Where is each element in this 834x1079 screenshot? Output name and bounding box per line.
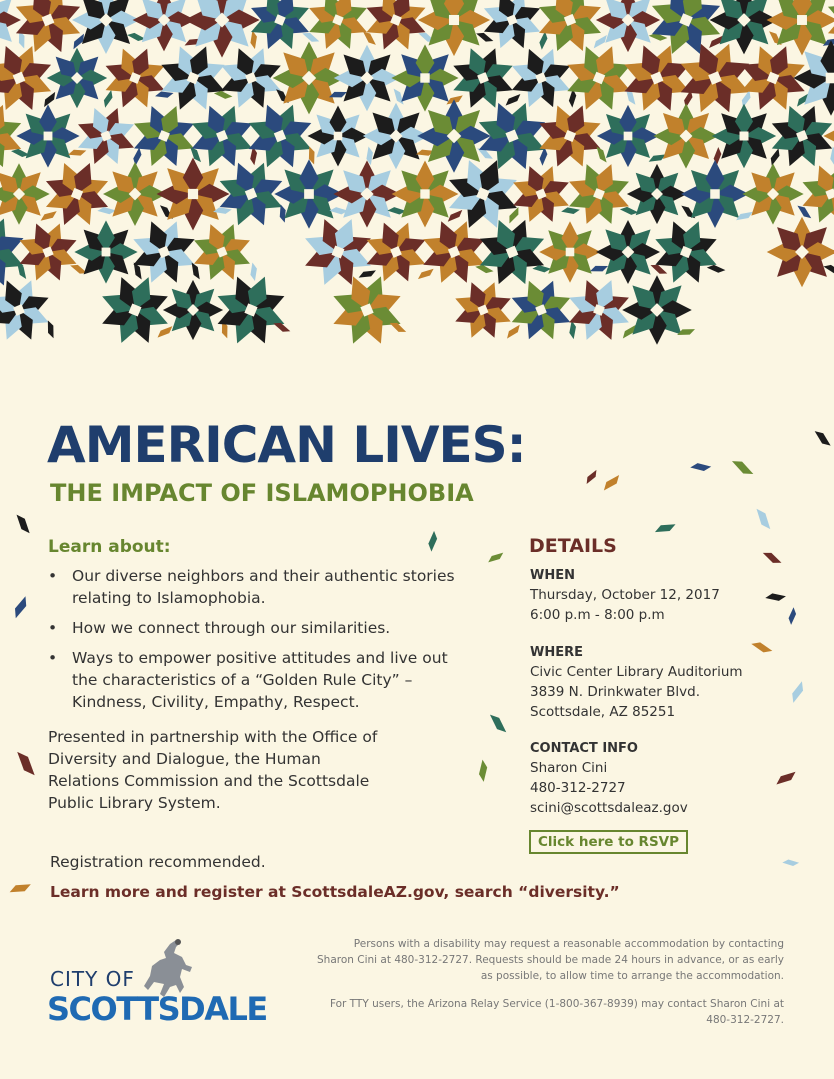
event-time: 6:00 p.m - 8:00 p.m [530, 607, 665, 623]
contact-section [530, 741, 688, 818]
page-subtitle: THE IMPACT OF ISLAMOPHOBIA [50, 479, 474, 507]
disclaimer [314, 936, 784, 1040]
contact-label: CONTACT INFO [530, 741, 638, 756]
venue-city: Scottsdale, AZ 85251 [530, 704, 676, 720]
where-label: WHERE [530, 645, 583, 660]
accommodation-note: Persons with a disability may request a reasonable accommodation by contacting Sharon Cini at 480-312-2727. Requests should be made 24 hours in advance, or as early as possible, to allow time to arrange the accommodation. [317, 938, 784, 982]
when-label: WHEN [530, 568, 575, 583]
rsvp-button[interactable]: Click here to RSVP [529, 830, 688, 854]
tty-note: For TTY users, the Arizona Relay Service (1-800-367-8939) may contact Sharon Cini at 480-312-2727. [329, 998, 784, 1026]
when-section [530, 568, 720, 625]
list-item: • Our diverse neighbors and their authentic stories relating to Islamophobia. [48, 565, 468, 609]
contact-email[interactable]: scini@scottsdaleaz.gov [530, 800, 688, 816]
contact-phone: 480-312-2727 [530, 780, 626, 796]
registration-note: Registration recommended. [50, 853, 266, 871]
learn-about-list [48, 565, 468, 721]
learn-about-heading: Learn about: [48, 537, 171, 557]
bronco-rider-icon [140, 938, 200, 1008]
list-item: • Ways to empower positive attitudes and live out the characteristics of a “Golden Rule City” – Kindness, Civility, Empathy, Respect. [48, 647, 468, 713]
learn-more-link[interactable]: Learn more and register at ScottsdaleAZ.gov, search “diversity.” [50, 883, 620, 901]
venue-street: 3839 N. Drinkwater Blvd. [530, 684, 701, 700]
logo-scottsdale: SCOTTSDALE [47, 990, 267, 1028]
partnership-text: Presented in partnership with the Office of Diversity and Dialogue, the Human Relations Commission and the Scottsdale Public Library System. [48, 728, 378, 812]
venue-name: Civic Center Library Auditorium [530, 664, 743, 680]
page-title: AMERICAN LIVES: [47, 416, 526, 474]
details-heading: DETAILS [529, 535, 617, 557]
where-section [530, 645, 743, 722]
logo-city-of: CITY OF [50, 967, 135, 991]
contact-name: Sharon Cini [530, 760, 608, 776]
event-date: Thursday, October 12, 2017 [530, 587, 720, 603]
list-item: • How we connect through our similarities. [48, 617, 468, 639]
